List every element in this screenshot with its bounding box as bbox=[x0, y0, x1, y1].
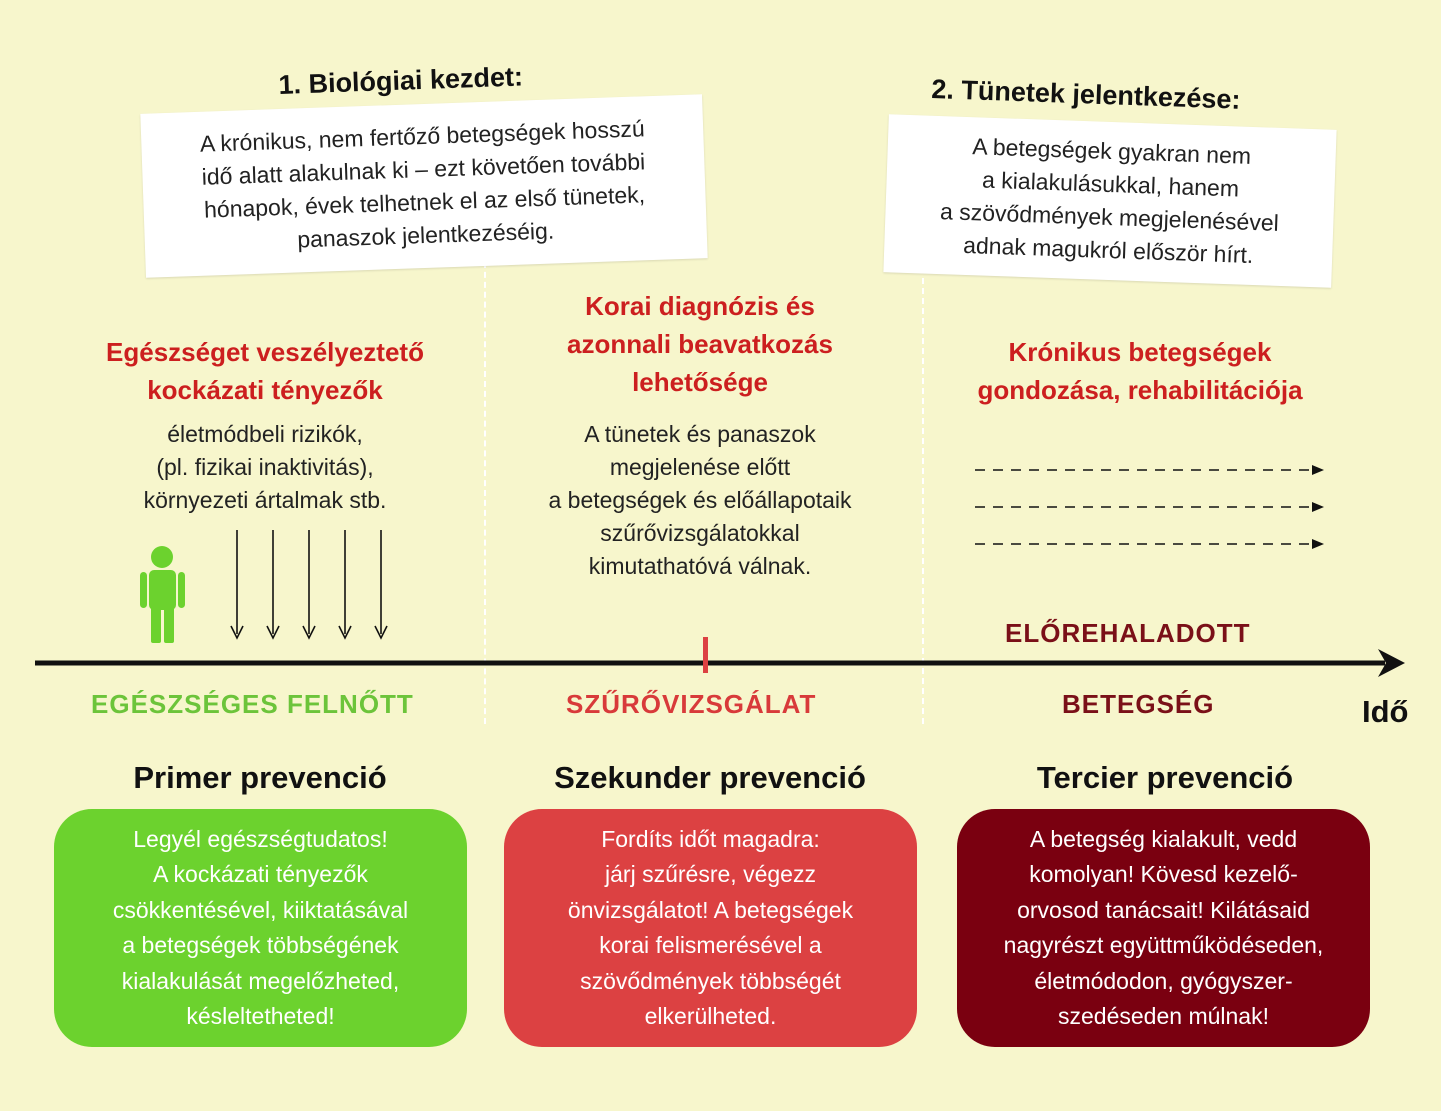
dashed-right-arrow-icon bbox=[975, 539, 1324, 549]
note-symptoms-line: a kialakulásukkal, hanem bbox=[981, 166, 1240, 202]
note-symptoms-line: a szövődmények megjelenésével bbox=[939, 198, 1280, 236]
down-arrow-icon bbox=[339, 530, 351, 638]
note-symptoms-line: adnak magukról először hírt. bbox=[962, 231, 1254, 269]
primary-prevention-line: csökkentésével, kiiktatásával bbox=[112, 896, 409, 923]
primary-prevention-line: kialakulását megelőzheted, bbox=[121, 967, 400, 994]
note-biological-line: hónapok, évek telhetnek el az első tünetek, bbox=[203, 181, 646, 223]
note-biological-line: idő alatt alakulnak ki – ezt követően további bbox=[201, 148, 646, 190]
note-symptoms-title: 2. Tünetek jelentkezése: bbox=[930, 74, 1241, 115]
risk-factors-line: életmódbeli rizikók, bbox=[167, 421, 363, 447]
secondary-prevention-line: szövődmények többségét bbox=[580, 967, 841, 994]
primary-prevention-line: Legyél egészségtudatos! bbox=[133, 825, 388, 852]
risk-factors-title-line: Egészséget veszélyeztető bbox=[106, 337, 424, 367]
tertiary-prevention-title: Tercier prevenció bbox=[1036, 760, 1294, 795]
early-diagnosis-title-line: azonnali beavatkozás bbox=[567, 329, 833, 359]
secondary-prevention-line: korai felismerésével a bbox=[599, 932, 822, 958]
risk-factors-line: (pl. fizikai inaktivitás), bbox=[156, 454, 374, 480]
early-diagnosis-title-line: lehetősége bbox=[632, 367, 768, 397]
tertiary-prevention-box bbox=[957, 809, 1370, 1047]
down-arrow-icon bbox=[267, 530, 279, 638]
secondary-prevention-box bbox=[504, 809, 917, 1047]
primary-prevention-line: a betegségek többségének bbox=[122, 932, 399, 958]
note-symptoms-line: A betegségek gyakran nem bbox=[972, 133, 1252, 169]
stage-disease-label: BETEGSÉG bbox=[1062, 689, 1215, 719]
note-biological-line: panaszok jelentkezéséig. bbox=[296, 217, 555, 253]
tertiary-prevention-line: A betegség kialakult, vedd bbox=[1029, 825, 1298, 852]
primary-prevention-line: A kockázati tényezők bbox=[153, 861, 368, 887]
person-icon bbox=[140, 546, 185, 643]
risk-factors-title-line: kockázati tényezők bbox=[147, 375, 383, 405]
tertiary-prevention-line: szedéseden múlnak! bbox=[1058, 1003, 1269, 1029]
stage-healthy-label: EGÉSZSÉGES FELNŐTT bbox=[91, 689, 414, 719]
early-diagnosis-title-line: Korai diagnózis és bbox=[585, 291, 815, 321]
dashed-right-arrow-icon bbox=[975, 465, 1324, 475]
secondary-prevention-title: Szekunder prevenció bbox=[554, 760, 866, 795]
screening-tick bbox=[703, 637, 708, 673]
primary-prevention-line: késleltetheted! bbox=[186, 1003, 335, 1029]
down-arrow-icon bbox=[231, 530, 243, 638]
down-arrow-icon bbox=[303, 530, 315, 638]
early-diagnosis-line: szűrővizsgálatokkal bbox=[600, 520, 800, 546]
tertiary-prevention-line: komolyan! Kövesd kezelő- bbox=[1029, 861, 1298, 887]
primary-prevention-title: Primer prevenció bbox=[133, 760, 387, 795]
note-biological-title: 1. Biológiai kezdet: bbox=[278, 61, 524, 100]
advanced-label: ELŐREHALADOTT bbox=[1005, 618, 1251, 648]
early-diagnosis-line: a betegségek és előállapotaik bbox=[548, 487, 852, 513]
chronic-care-title-line: gondozása, rehabilitációja bbox=[977, 375, 1303, 405]
tertiary-prevention-line: nagyrészt együttműködéseden, bbox=[1003, 932, 1324, 958]
secondary-prevention-line: önvizsgálatot! A betegségek bbox=[567, 896, 854, 923]
dashed-right-arrow-icon bbox=[975, 502, 1324, 512]
secondary-prevention-line: járj szűrésre, végezz bbox=[605, 861, 816, 887]
primary-prevention-box bbox=[54, 809, 467, 1047]
early-diagnosis-line: A tünetek és panaszok bbox=[584, 421, 816, 447]
early-diagnosis-line: megjelenése előtt bbox=[609, 454, 791, 480]
chronic-care-title-line: Krónikus betegségek bbox=[1008, 337, 1272, 367]
note-biological-line: A krónikus, nem fertőző betegségek hosszú bbox=[199, 115, 646, 157]
tertiary-prevention-line: életmódodon, gyógyszer- bbox=[1034, 967, 1293, 994]
tertiary-prevention-line: orvosod tanácsait! Kilátásaid bbox=[1017, 896, 1310, 923]
axis-label: Idő bbox=[1362, 694, 1409, 729]
secondary-prevention-line: elkerülheted. bbox=[644, 1003, 777, 1029]
early-diagnosis-line: kimutathatóvá válnak. bbox=[588, 553, 812, 579]
secondary-prevention-line: Fordíts időt magadra: bbox=[601, 825, 820, 852]
risk-factors-line: környezeti ártalmak stb. bbox=[143, 487, 387, 513]
stage-screening-label: SZŰRŐVIZSGÁLAT bbox=[566, 689, 817, 719]
down-arrow-icon bbox=[375, 530, 387, 638]
